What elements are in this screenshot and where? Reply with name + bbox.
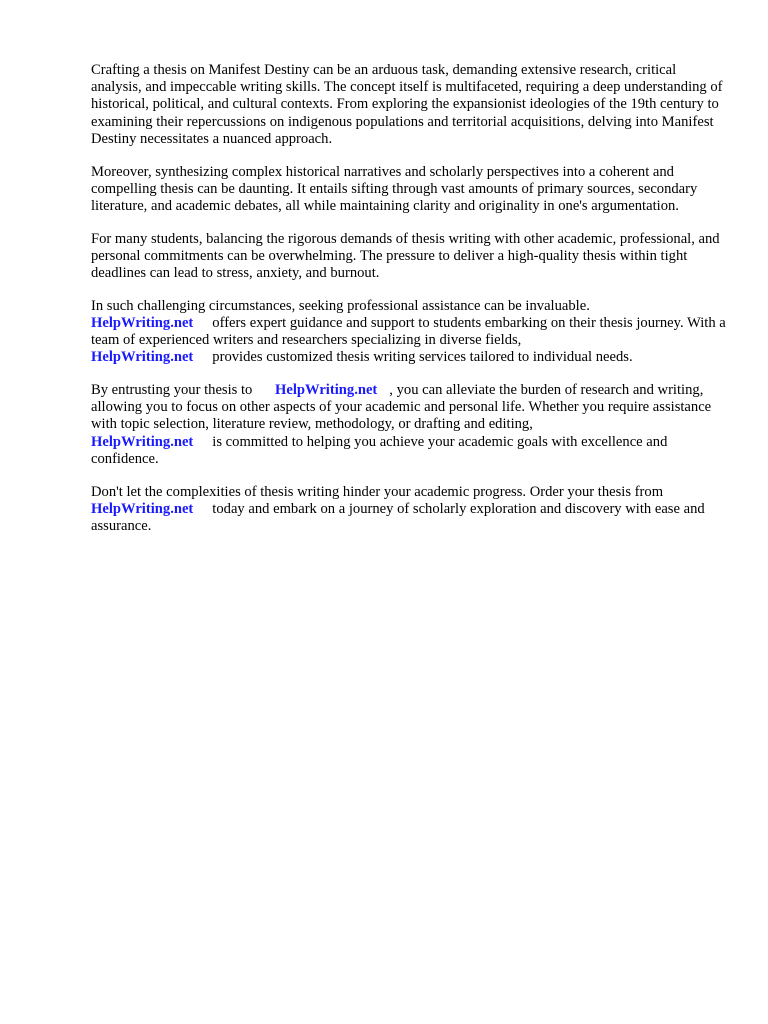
helpwriting-link[interactable]: HelpWriting.net [275,382,378,399]
paragraph-challenges [91,164,727,216]
document-body [91,62,727,551]
paragraph-text: , you can alleviate the burden of research and writing, allowing you to focus on other aspects of your academic and personal life. Whether you require assistance with topic selection, literature review, methodology, or drafting and editing, [91,382,712,433]
helpwriting-link[interactable]: HelpWriting.net [91,500,194,517]
paragraph-text: offers expert guidance and support to students embarking on their thesis journey. With a team of experienced writers and researchers specializing in diverse fields, [91,314,726,349]
paragraph-text: Don't let the complexities of thesis writing hinder your academic progress. Order your thesis from [91,483,664,500]
paragraph-assistance [91,298,727,367]
paragraph-text: By entrusting your thesis to [91,382,253,399]
helpwriting-link[interactable]: HelpWriting.net [91,433,194,450]
paragraph-text: For many students, balancing the rigorous demands of thesis writing with other academic, professional, and personal commitments can be overwhelming. The pressure to deliver a high-quality thesis within tight deadlines can lead to stress, anxiety, and burnout. [91,230,720,282]
paragraph-call-to-action [91,484,727,536]
paragraph-pressure [91,231,727,283]
paragraph-text: Moreover, synthesizing complex historical narratives and scholarly perspectives into a coherent and compelling thesis can be daunting. It entails sifting through vast amounts of primary sources, secondary literature, and academic debates, all while maintaining clarity and originality in one's argumentation. [91,163,698,214]
helpwriting-link[interactable]: HelpWriting.net [91,314,194,331]
paragraph-text: In such challenging circumstances, seeking professional assistance can be invaluable. [91,297,590,314]
paragraph-intro [91,62,727,148]
paragraph-text: is committed to helping you achieve your academic goals with excellence and confidence. [91,433,668,467]
paragraph-text: provides customized thesis writing services tailored to individual needs. [212,349,633,366]
paragraph-text: Crafting a thesis on Manifest Destiny can be an arduous task, demanding extensive research, critical analysis, and impeccable writing skills. The concept itself is multifaceted, requiring a deep understanding of historical, political, and cultural contexts. From exploring the expansionist ideologies of the 19th century to examining their repercussions on indigenous populations and territorial acquisitions, delving into Manifest Destiny necessitates a nuanced approach. [91,62,723,147]
paragraph-entrusting [91,382,727,468]
paragraph-text: today and embark on a journey of scholarly exploration and discovery with ease and assurance. [91,500,705,534]
helpwriting-link[interactable]: HelpWriting.net [91,349,194,366]
